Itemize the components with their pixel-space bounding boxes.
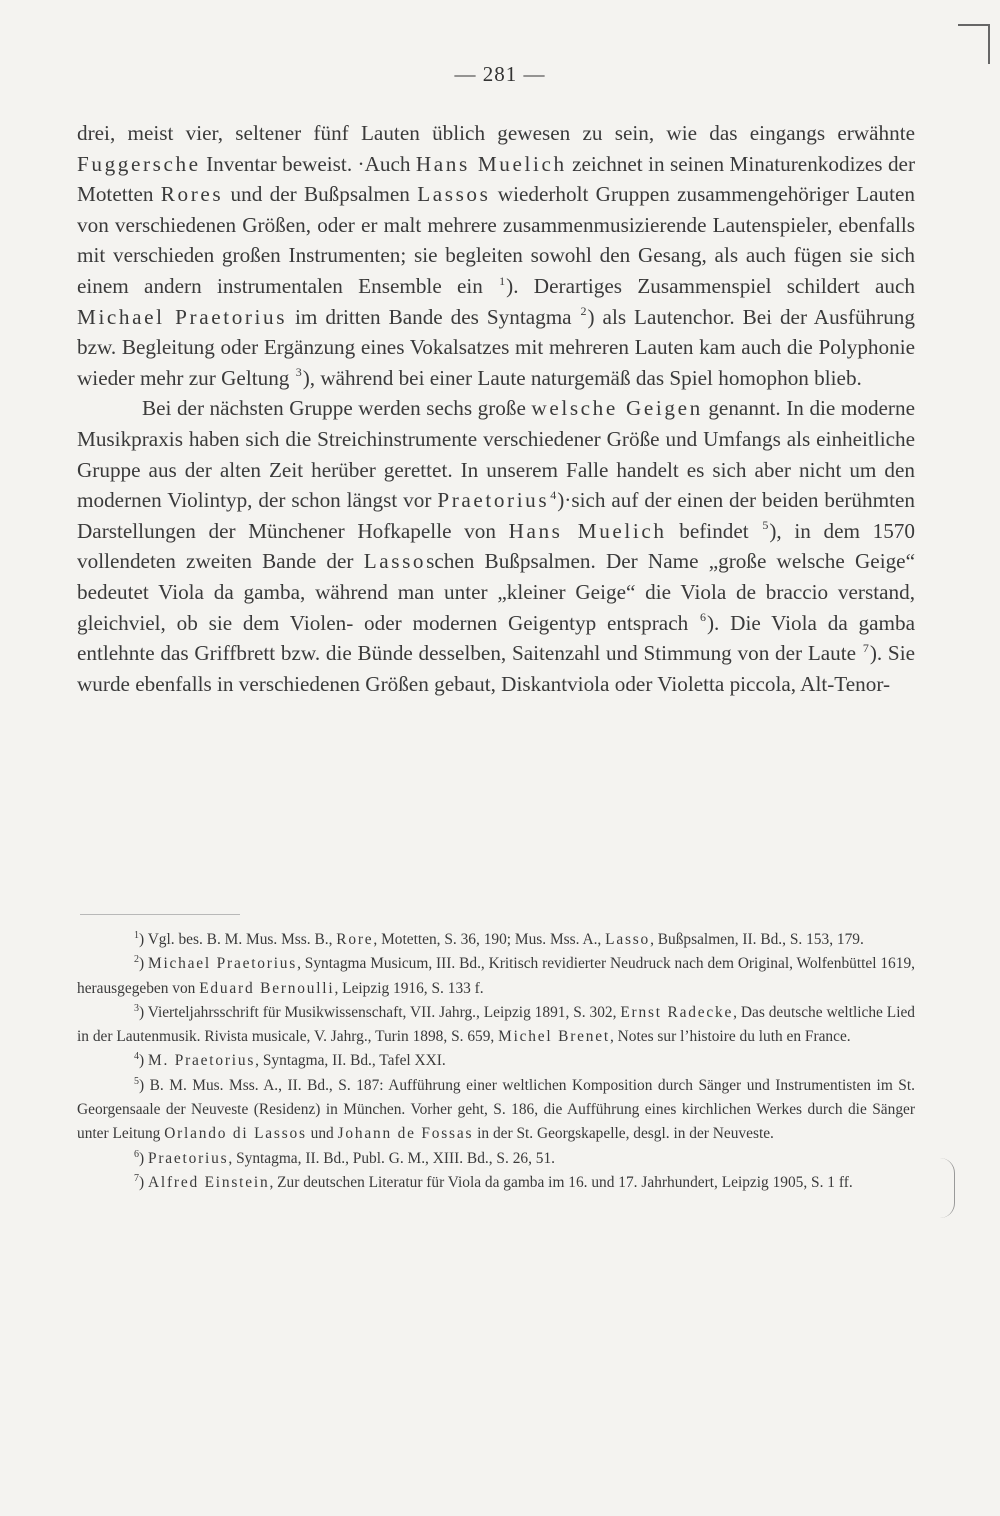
footnote-divider xyxy=(80,914,240,915)
footnote-2: $^2$) Michael Praetorius, Syntagma Musicum, III. Bd., Kritisch revidierter Neudruck nach dem Original, Wolfenbüttel 1619, herausgegeben von Eduard Bernoulli, Leipzig 1916, S. 133 f. xyxy=(77,954,915,997)
footnote-4: $^4$) M. Praetorius, Syntagma, II. Bd., Tafel XXI. xyxy=(134,1051,446,1070)
footnote-ref: 4 xyxy=(550,487,557,502)
footnote-ref: 6 xyxy=(700,610,706,625)
body-text xyxy=(77,118,915,699)
footnote-ref: 1 xyxy=(499,273,506,288)
paragraph-1: drei, meist vier, seltener fünf Lauten üblich gewesen zu sein, wie das eingangs erwähnte Fuggersche Inventar beweist. ·Auch Hans Muelich zeichnet in seinen Minaturenkodizes der Motetten Rores und der Bußpsalmen Lassos wiederholt Gruppen zusammengehöriger Lauten von verschiedenen Größen, oder er malt mehrere zusammenmusizierende Lautenspieler, ebenfalls mit verschieden großen Instrumenten; sie begleiten sowohl den Gesang, als auch fügen sie sich einem andern instrumentalen Ensemble ein $^1$). Derartiges Zusammenspiel schildert auch Michael Praetorius im dritten Bande des Syntagma $^2$) als Lautenchor. Bei der Ausführung bzw. Begleitung oder Ergänzung eines Vokalsatzes mit mehreren Lauten kam auch die Polyphonie wieder mehr zur Geltung $^3$), während bei einer Laute naturgemäß das Spiel homophon blieb. xyxy=(77,121,916,390)
footnote-3: $^3$) Vierteljahrsschrift für Musikwissenschaft, VII. Jahrg., Leipzig 1891, S. 302, Ernst Radecke, Das deutsche weltliche Lied in der Lautenmusik. Rivista musicale, V. Jahrg., Turin 1898, S. 659, Michel Brenet, Notes sur l’histoire du luth en France. xyxy=(77,1002,915,1046)
footnote-ref: 5 xyxy=(762,518,769,533)
scan-corner-mark xyxy=(958,24,990,64)
footnote-ref: 3 xyxy=(295,365,302,380)
paragraph-2: Bei der nächsten Gruppe werden sechs große welsche Geigen genannt. In die moderne Musikpraxis haben sich die Streichinstrumente verschiedener Größe und Umfangs als einheitliche Gruppe aus der alten Zeit herüber gerettet. In unserem Falle handelt es sich aber nicht um den modernen Violintyp, der schon längst vor Praetorius$^4$)·sich auf der einen der beiden berühmten Darstellungen der Münchener Hofkapelle von Hans Muelich befindet $^5$), in dem 1570 vollendeten zweiten Bande der Lassoschen Bußpsalmen. Der Name „große welsche Geige“ bedeutet Viola da gamba, während man unter „kleiner Geige“ die Viola de braccio verstand, gleichviel, ob sie dem Violen- oder modernen Geigentyp entsprach $^6$). Die Viola da gamba entlehnte das Griffbrett bzw. die Bünde desselben, Saitenzahl und Stimmung von der Laute $^7$). Sie wurde ebenfalls in verschiedenen Größen gebaut, Diskantviola oder Violetta piccola, Alt-Tenor- xyxy=(77,396,915,696)
footnote-ref: 2 xyxy=(580,304,587,319)
footnote-1: $^1$) Vgl. bes. B. M. Mus. Mss. B., Rore, Motetten, S. 36, 190; Mus. Mss. A., Lasso, Bußpsalmen, II. Bd., S. 153, 179. xyxy=(134,930,864,948)
scan-bracket-mark xyxy=(940,1158,955,1218)
footnote-5: $^5$) B. M. Mus. Mss. A., II. Bd., S. 187: Aufführung einer weltlichen Komposition durch Sänger und Instrumentisten im St. Georgensaale der Neuveste (Residenz) in München. Vorher geht, S. 186, die Aufführung eines kirchlichen Werkes durch die Sänger unter Leitung Orlando di Lassos und Johann de Fossas in der St. Georgskapelle, desgl. in der Neuveste. xyxy=(77,1075,915,1143)
footnote-6: $^6$) Praetorius, Syntagma, II. Bd., Publ. G. M., XIII. Bd., S. 26, 51. xyxy=(134,1148,556,1167)
footnote-7: $^7$) Alfred Einstein, Zur deutschen Literatur für Viola da gamba im 16. und 17. Jahrhundert, Leipzig 1905, S. 1 ff. xyxy=(134,1172,853,1191)
page-number: — 281 — xyxy=(454,62,546,86)
footnotes xyxy=(77,928,915,1195)
footnote-ref: 7 xyxy=(862,640,869,655)
